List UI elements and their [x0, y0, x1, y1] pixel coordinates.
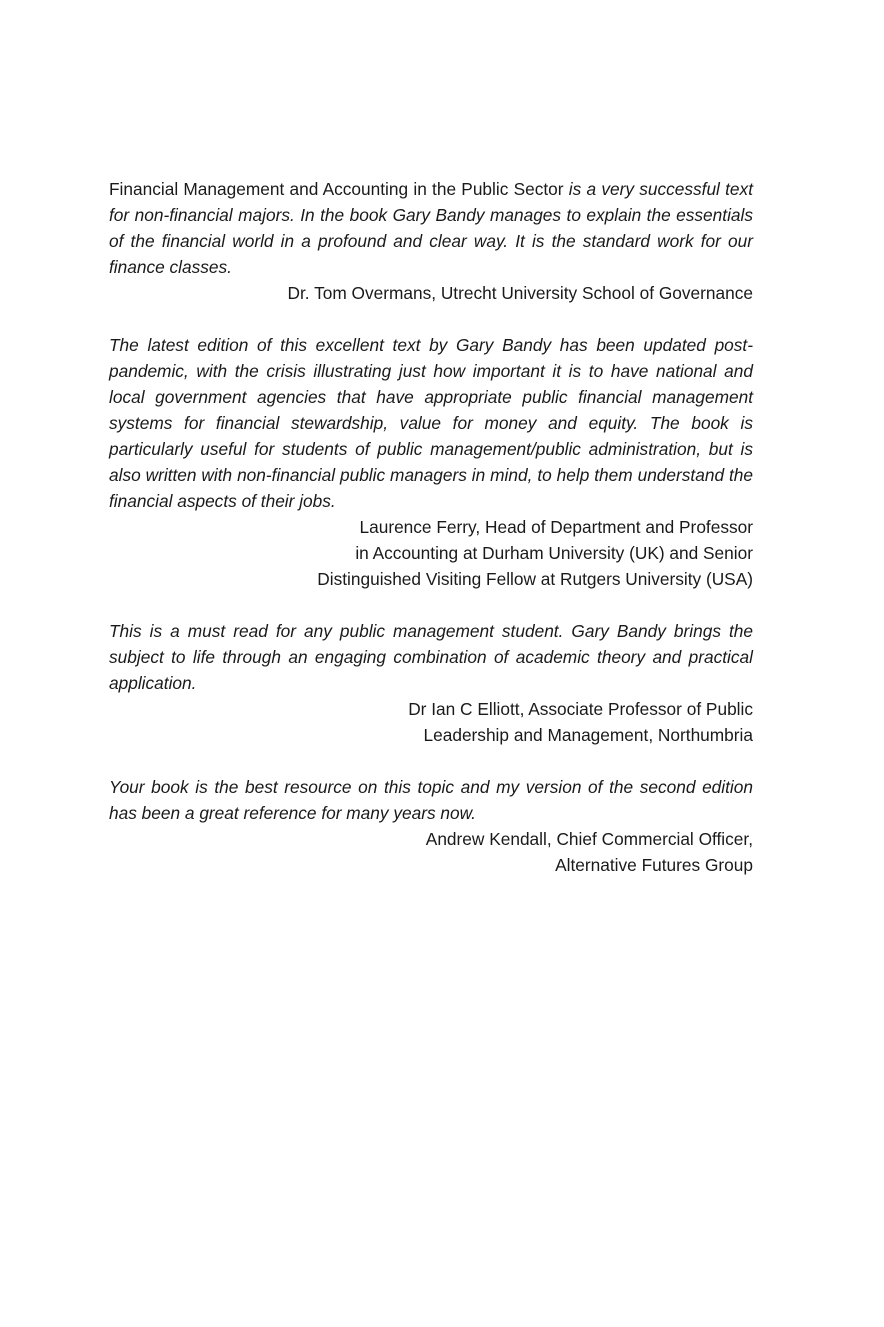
- endorsement-attribution: [109, 514, 753, 592]
- endorsement-attribution: [109, 826, 753, 878]
- book-title: Financial Management and Accounting in the Public Sector: [109, 179, 564, 199]
- quote-text: This is a must read for any public management student. Gary Bandy brings the subject to life through an engaging combination of academic theory and practical application.: [109, 621, 753, 693]
- attribution-line: Dr Ian C Elliott, Associate Professor of Public: [408, 699, 753, 719]
- endorsement-kendall: [109, 774, 753, 878]
- endorsement-quote: [109, 774, 753, 826]
- endorsement-quote: [109, 332, 753, 514]
- attribution-line: Dr. Tom Overmans, Utrecht University School of Governance: [287, 283, 753, 303]
- attribution-line: in Accounting at Durham University (UK) and Senior: [355, 543, 753, 563]
- endorsement-attribution: [109, 280, 753, 306]
- endorsement-overmans: [109, 176, 753, 306]
- quote-text: is a very successful text for non-financial majors. In the book Gary Bandy manages to explain the essentials of the financial world in a profound and clear way. It is the standard work for our finance classes.: [109, 179, 753, 277]
- attribution-line: Laurence Ferry, Head of Department and Professor: [359, 517, 753, 537]
- endorsement-attribution: [109, 696, 753, 748]
- endorsement-quote: [109, 176, 753, 280]
- endorsement-quote: [109, 618, 753, 696]
- endorsements-page: [109, 176, 753, 904]
- endorsement-ferry: [109, 332, 753, 592]
- attribution-line: Leadership and Management, Northumbria: [423, 725, 753, 745]
- attribution-line: Andrew Kendall, Chief Commercial Officer,: [425, 829, 753, 849]
- quote-text: The latest edition of this excellent text by Gary Bandy has been updated post-pandemic, with the crisis illustrating just how important it is to have national and local government agencies that have appropriate public financial management systems for financial stewardship, value for money and equity. The book is particularly useful for students of public management/public administration, but is also written with non-financial public managers in mind, to help them understand the financial aspects of their jobs.: [109, 335, 753, 511]
- attribution-line: Alternative Futures Group: [555, 855, 753, 875]
- attribution-line: Distinguished Visiting Fellow at Rutgers University (USA): [317, 569, 753, 589]
- endorsement-elliott: [109, 618, 753, 748]
- quote-text: Your book is the best resource on this topic and my version of the second edition has been a great reference for many years now.: [109, 777, 753, 823]
